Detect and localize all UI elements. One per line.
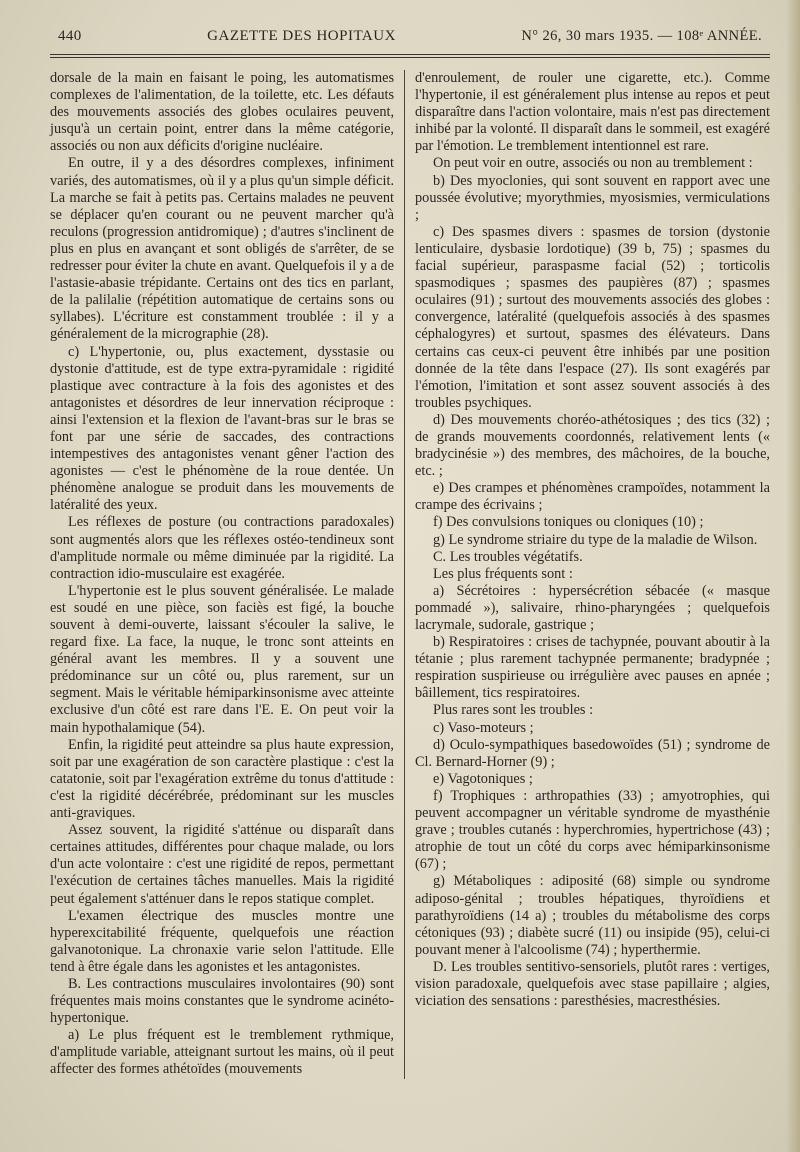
paragraph: c) Des spasmes divers : spasmes de torsion (dystonie lenticulaire, dysbasie lordotique) (39 b, 75) ; spasmes du facial supérieur, paraspasme facial (52) ; torticolis spasmodiques ; spasmes des paupières (87) ; spasmes oculaires (91) ; surtout des mouvements associés des globes : convergence, latéralité (quelquefois associés à des spasmes céphalogyres) et surtout, spasmes des élévateurs. Dans certains cas ceux-ci peuvent être inhibés par une position donnée de la tête dans l'espace (27). Ils sont exagérés par l'émotion, l'imitation et sont assez souvent associés à des troubles psychiques. [415,223,770,411]
paragraph: f) Des convulsions toniques ou cloniques (10) ; [433,514,704,531]
paragraph: Plus rares sont les troubles : [433,702,594,719]
text-columns [50,70,770,1079]
paragraph: c) Vaso-moteurs ; [433,719,534,736]
paragraph: a) Sécrétoires : hypersécrétion sébacée (« masque pommadé »), salivaire, rhino-pharyngées ; quelquefois lacrymale, sudorale, gastrique ; [415,582,770,633]
paragraph: b) Des myoclonies, qui sont souvent en rapport avec une poussée évolutive; myorythmies, myosismies, vermiculations ; [415,172,770,223]
right-column [405,70,770,1079]
paragraph: g) Métaboliques : adiposité (68) simple ou syndrome adiposo-génital ; troubles hépatiques, thyroïdiens et parathyroïdiens (14 a) ; troubles du métabolisme des corps cétoniques (93) ; diabète sucré (11) ou insipide (95), celui-ci pouvant mener à l'alcoolisme (74) ; hyperthermie. [415,873,770,958]
paragraph: L'examen électrique des muscles montre une hyperexcitabilité fréquente, quelquefois une réaction galvanotonique. La chronaxie varie selon l'attitude. Elle tend à être égale dans les agonistes et les antagonistes. [50,907,395,975]
paragraph: dorsale de la main en faisant le poing, les automatismes complexes de l'alimentation, de la toilette, etc. Les défauts des mouvements associés des globes oculaires peuvent, jusqu'à un certain point, entrer dans la même catégorie, associés ou non aux déficits d'origine nucléaire. [50,70,395,155]
page-number: 440 [58,28,82,44]
paragraph: On peut voir en outre, associés ou non au tremblement : [433,155,753,172]
page-edge-shadow [786,0,800,1152]
left-column [50,70,404,1079]
paragraph: e) Des crampes et phénomènes crampoïdes, notamment la crampe des écrivains ; [415,480,770,514]
header-rule [50,54,770,58]
paragraph: Les réflexes de posture (ou contractions paradoxales) sont augmentés alors que les réflexes ostéo-tendineux sont d'amplitude normale ou même diminuée par la rigidité. La contraction idio-musculaire est exagérée. [50,514,395,582]
paragraph: g) Le syndrome striaire du type de la maladie de Wilson. [433,531,758,548]
issue-info: N° 26, 30 mars 1935. — 108ᵉ ANNÉE. [521,28,762,44]
paragraph: Les plus fréquents sont : [433,565,573,582]
paragraph: D. Les troubles sentitivo-sensoriels, plutôt rares : vertiges, vision paradoxale, quelquefois avec stase papillaire ; algies, viciation des sensations : paresthésies, macresthésies. [415,958,770,1010]
paragraph: e) Vagotoniques ; [433,770,533,787]
paragraph: a) Le plus fréquent est le tremblement rythmique, d'amplitude variable, atteignant surtout les mains, où il peut affecter des formes athétoïdes (mouvements [50,1027,395,1078]
paragraph: L'hypertonie est le plus souvent généralisée. Le malade est soudé en une pièce, son faciès est figé, la bouche souvent à demi-ouverte, laissant s'écouler la salive, le regard fixe. La face, la nuque, le tronc sont atteints en général avant les membres. Il y a souvent une prédominance sur un côté ou, plus rarement, sur un segment. Mais le véritable hémiparkinsonisme avec atteinte exclusive d'un côté est rare dans l'E. E. On peut voir la main hypothalamique (54). [50,582,395,736]
paragraph: d) Des mouvements choréo-athétosiques ; des tics (32) ; de grands mouvements coordonnés, relativement lents (« bradycinésie ») des membres, des mâchoires, de la bouche, etc. ; [415,411,770,480]
paragraph: B. Les contractions musculaires involontaires (90) sont fréquentes mais moins constantes que le syndrome acinéto-hypertonique. [50,975,395,1027]
paragraph: d) Oculo-sympathiques basedowoïdes (51) ; syndrome de Cl. Bernard-Horner (9) ; [415,736,770,770]
paragraph: c) L'hypertonie, ou, plus exactement, dysstasie ou dystonie d'attitude, est de type extra-pyramidale : rigidité plastique avec contracture à la fois des agonistes et des antagonistes et désordres de leur innervation réciproque : ainsi l'extension et la flexion de l'avant-bras sur le bras se font par une série de saccades, des contractions intempestives des antagonistes venant gêner l'action des agonistes — c'est le phénomène de la roue dentée. Un phénomène analogue se produit dans les mouvements de latéralité des yeux. [50,343,395,514]
paragraph: Assez souvent, la rigidité s'atténue ou disparaît dans certaines attitudes, différentes pour chaque malade, ou lors d'un acte volontaire : c'est une rigidité de repos, permettant l'exécution de certaines tâches manuelles. Mais la rigidité peut également s'atténuer dans le repos statique complet. [50,822,395,907]
journal-title: GAZETTE DES HOPITAUX [207,28,396,44]
paragraph: b) Respiratoires : crises de tachypnée, pouvant aboutir à la tétanie ; plus rarement tachypnée permanente; bradypnée ; respiration suspirieuse ou irrégulière avec pauses en apnée ; bâillement, tics respiratoires. [415,634,770,702]
paragraph: f) Trophiques : arthropathies (33) ; amyotrophies, qui peuvent accompagner un véritable syndrome de myasthénie grave ; troubles cutanés : hyperchromies, hypertrichose (43) ; atrophie de tout un côté du corps avec hémiparkinsonisme (67) ; [415,787,770,873]
page-header [50,28,770,50]
section-heading: C. Les troubles végétatifs. [433,548,583,565]
paragraph: Enfin, la rigidité peut atteindre sa plus haute expression, soit par une exagération de son caractère plastique : c'est la catatonie, soit par l'exagération extrême du tonus d'attitude : c'est la rigidité décérébrée, prédominant sur les muscles anti-graviques. [50,736,395,822]
paragraph: En outre, il y a des désordres complexes, infiniment variés, des automatismes, où il y a plus qu'un simple déficit. La marche se fait à petits pas. Certains malades ne peuvent se déplacer qu'en courant ou ne peuvent marcher qu'à reculons (progression antidromique) ; d'autres s'inclinent de plus en plus en avançant et sont obligés de s'arrêter, de se redresser pour éviter la chute en avant. Quelquefois il y a de l'astasie-abasie trépidante. Certains ont des tics en parlant, de la palilalie (répétition automatique de certains sons ou syllabes). L'écriture est constamment troublée : il y a généralement de la micrographie (28). [50,155,395,343]
paragraph: d'enroulement, de rouler une cigarette, etc.). Comme l'hypertonie, il est généralement plus intense au repos et peut disparaître dans l'action volontaire, mais n'est pas directement inhibé par la volonté. Il disparaît dans le sommeil, est exagéré par l'émotion. Le tremblement intentionnel est rare. [415,70,770,155]
